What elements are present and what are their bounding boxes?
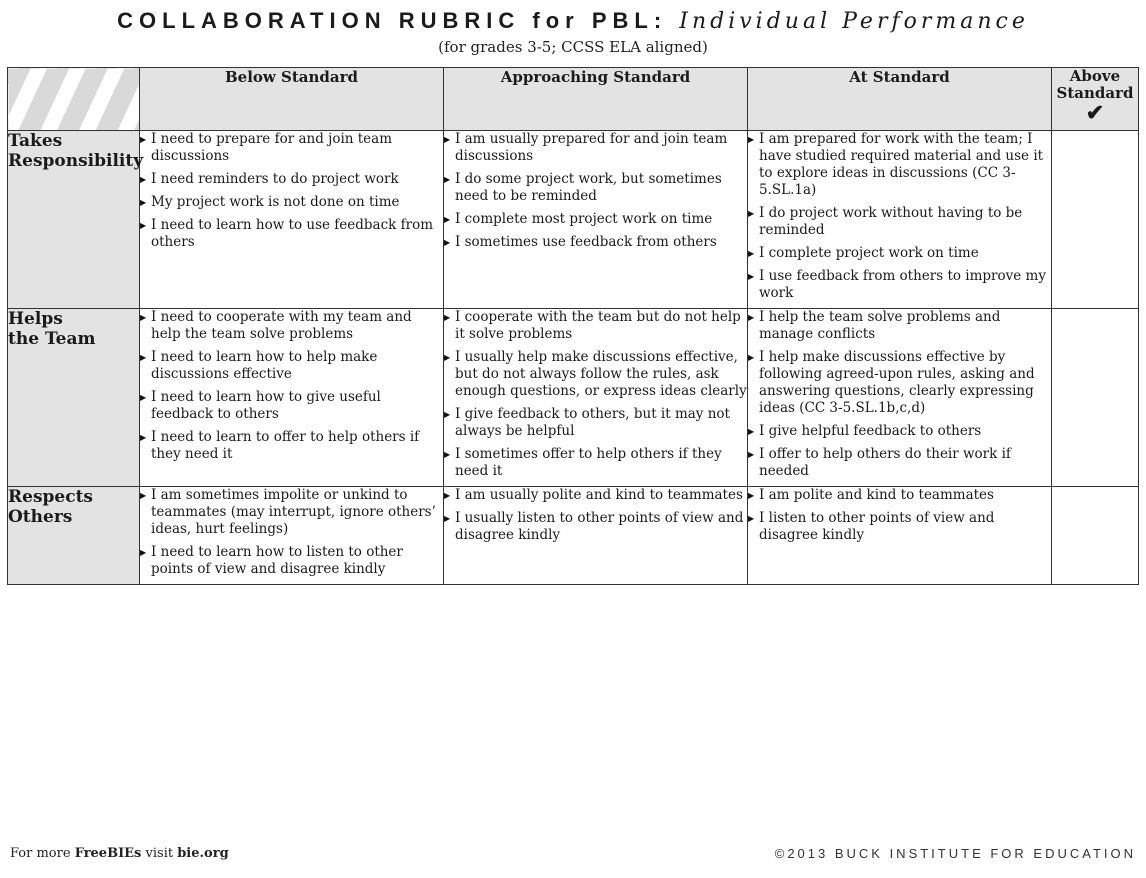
cell-approaching (444, 487, 748, 585)
cell-at (748, 131, 1052, 309)
above-line1: Above (1069, 67, 1121, 85)
row-label-line2: Responsibility (8, 151, 144, 171)
list-item: ▶ I need reminders to do project work (140, 171, 443, 188)
document-subtitle: (for grades 3-5; CCSS ELA aligned) (438, 38, 708, 56)
list-item: ▶ I need to cooperate with my team and help the team solve problems (140, 309, 443, 343)
title-main: COLLABORATION RUBRIC for PBL: (117, 8, 668, 33)
list-item: ▶ I need to learn how to help make discussions effective (140, 349, 443, 383)
table-row (8, 309, 1139, 487)
list-item: ▶ I am usually prepared for and join team discussions (444, 131, 747, 165)
list-item: ▶ I am prepared for work with the team; I have studied required material and use it to explore ideas in discussions (CC 3-5.SL.1a) (748, 131, 1051, 199)
footer-freebies-bold: FreeBIEs (74, 846, 142, 861)
list-item: ▶ I cooperate with the team but do not help it solve problems (444, 309, 747, 343)
checkmark-icon: ✔ (1085, 100, 1105, 126)
cell-above (1052, 487, 1139, 585)
row-label-line2: Others (8, 507, 73, 527)
header-row (8, 68, 1139, 131)
cell-below (140, 487, 444, 585)
footer-link[interactable]: bie.org (177, 846, 229, 861)
list-item: ▶ I give helpful feedback to others (748, 423, 1051, 440)
cell-at (748, 309, 1052, 487)
footer-freebies (10, 846, 229, 861)
above-line2: Standard (1056, 84, 1134, 102)
row-header-respects-others (8, 487, 140, 585)
row-label-line1: Helps (8, 309, 63, 329)
list-item: ▶ My project work is not done on time (140, 194, 443, 211)
list-item: ▶ I listen to other points of view and disagree kindly (748, 510, 1051, 544)
document-title (0, 8, 1146, 34)
list-item: ▶ I usually help make discussions effective, but do not always follow the rules, ask enough questions, or express ideas clearly (444, 349, 747, 400)
cell-below (140, 309, 444, 487)
list-item: ▶ I help the team solve problems and manage conflicts (748, 309, 1051, 343)
row-label-line2: the Team (8, 329, 96, 349)
cell-approaching (444, 131, 748, 309)
list-item: ▶ I sometimes offer to help others if they need it (444, 446, 747, 480)
list-item: ▶ I complete project work on time (748, 245, 1051, 262)
row-label-line1: Respects (8, 487, 93, 507)
cell-above (1052, 309, 1139, 487)
list-item: ▶ I give feedback to others, but it may not always be helpful (444, 406, 747, 440)
list-item: ▶ I help make discussions effective by following agreed-upon rules, asking and answering questions, clearly expressing ideas (CC 3-5.SL.1b,c,d) (748, 349, 1051, 417)
list-item: ▶ I usually listen to other points of view and disagree kindly (444, 510, 747, 544)
list-item: ▶ I use feedback from others to improve my work (748, 268, 1051, 302)
list-item: ▶ I am polite and kind to teammates (748, 487, 1051, 504)
footer-prefix: For more (10, 846, 75, 861)
list-item: ▶ I do project work without having to be reminded (748, 205, 1051, 239)
table-row (8, 131, 1139, 309)
footer-copyright: ©2013 BUCK INSTITUTE FOR EDUCATION (774, 846, 1136, 861)
list-item: ▶ I need to learn to offer to help others if they need it (140, 429, 443, 463)
column-header-at: At Standard (748, 68, 1052, 131)
rubric-table (7, 67, 1139, 585)
cell-below (140, 131, 444, 309)
list-item: ▶ I am usually polite and kind to teammates (444, 487, 747, 504)
list-item: ▶ I need to prepare for and join team discussions (140, 131, 443, 165)
footer-mid: visit (141, 846, 178, 861)
column-header-approaching: Approaching Standard (444, 68, 748, 131)
cell-at (748, 487, 1052, 585)
list-item: ▶ I need to learn how to listen to other points of view and disagree kindly (140, 544, 443, 578)
list-item: ▶ I offer to help others do their work if needed (748, 446, 1051, 480)
row-label-line1: Takes (8, 131, 63, 151)
row-header-helps-the-team (8, 309, 140, 487)
column-header-above (1052, 68, 1139, 131)
list-item: ▶ I am sometimes impolite or unkind to teammates (may interrupt, ignore others’ ideas, hurt feelings) (140, 487, 443, 538)
corner-cell (8, 68, 140, 131)
list-item: ▶ I need to learn how to use feedback from others (140, 217, 443, 251)
list-item: ▶ I complete most project work on time (444, 211, 747, 228)
table-row (8, 487, 1139, 585)
title-italic: Individual Performance (679, 9, 1029, 34)
column-header-below: Below Standard (140, 68, 444, 131)
list-item: ▶ I do some project work, but sometimes need to be reminded (444, 171, 747, 205)
list-item: ▶ I sometimes use feedback from others (444, 234, 747, 251)
cell-approaching (444, 309, 748, 487)
list-item: ▶ I need to learn how to give useful feedback to others (140, 389, 443, 423)
cell-above (1052, 131, 1139, 309)
row-header-takes-responsibility (8, 131, 144, 309)
